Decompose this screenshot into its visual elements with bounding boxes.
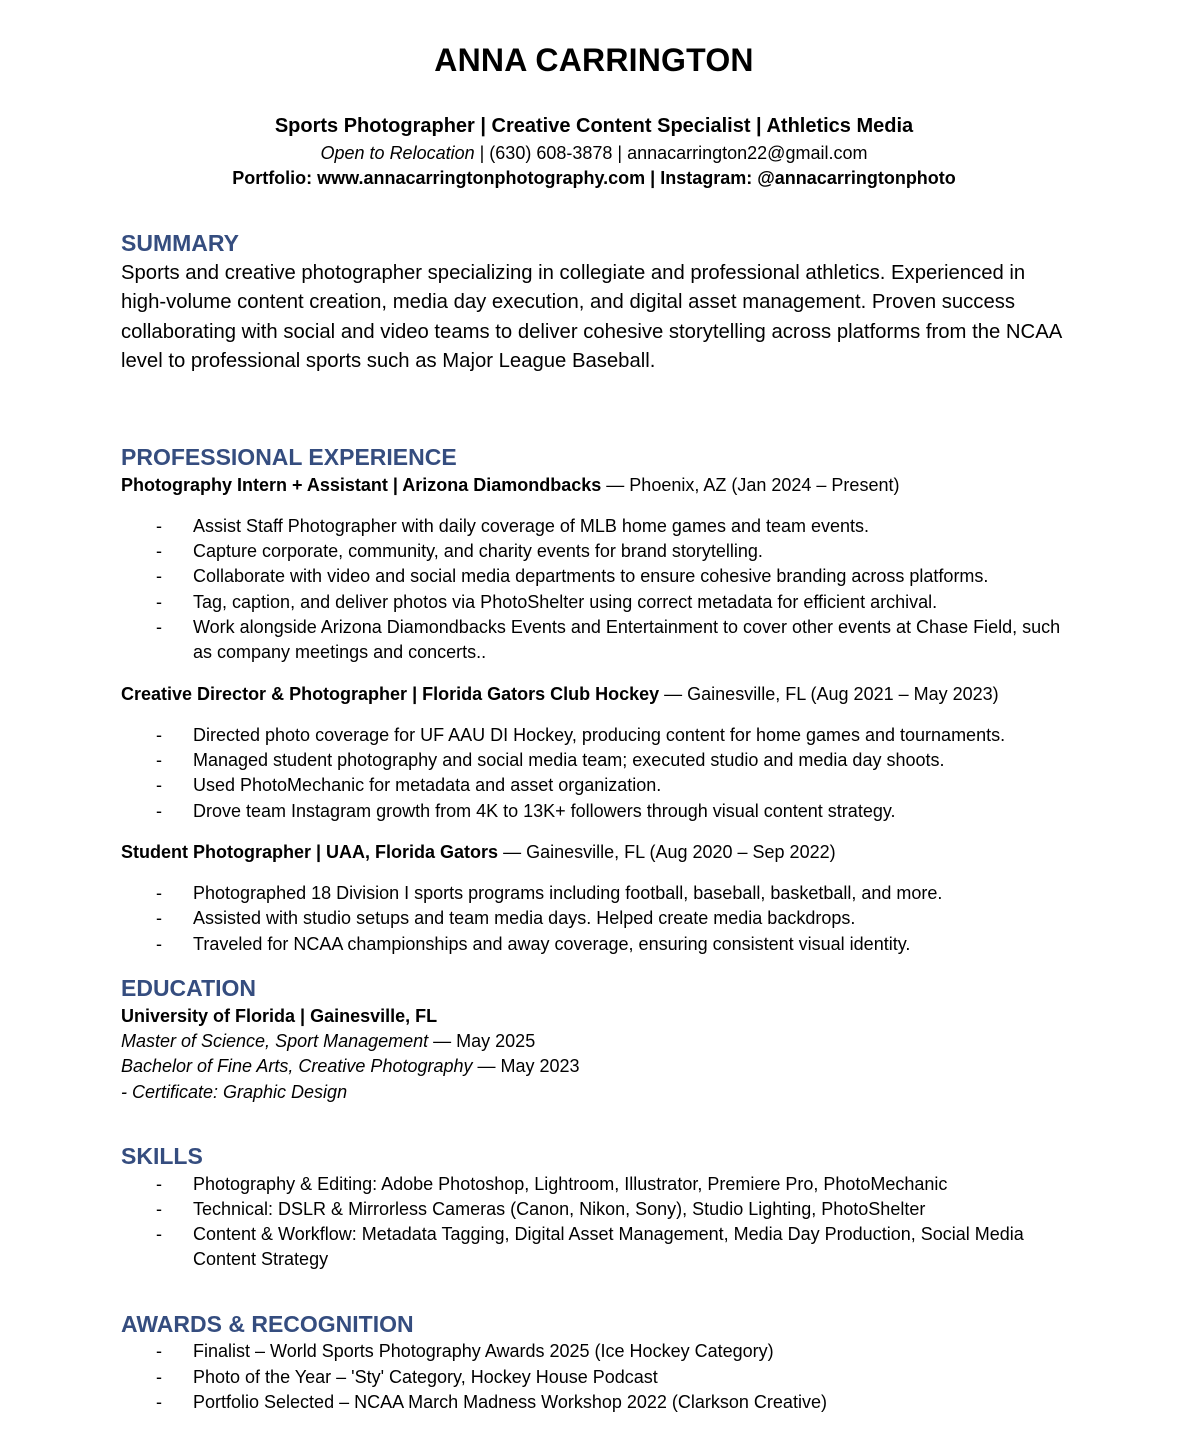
relocation-note: Open to Relocation (320, 143, 475, 163)
bullet-text: Managed student photography and social media team; executed studio and media day shoots. (193, 750, 945, 770)
experience-heading: PROFESSIONAL EXPERIENCE (121, 444, 457, 470)
job-header (121, 682, 999, 706)
job-meta: — Phoenix, AZ (Jan 2024 – Present) (601, 475, 900, 495)
bullet-text: Tag, caption, and deliver photos via PhotoShelter using correct metadata for efficient archival. (193, 592, 938, 612)
school-name: University of Florida | Gainesville, FL (121, 1006, 438, 1026)
bullet-text: Directed photo coverage for UF AAU DI Hockey, producing content for home games and tournaments. (193, 725, 1006, 745)
job-header (121, 473, 899, 497)
degree-title: Bachelor of Fine Arts, Creative Photography (121, 1056, 473, 1076)
bullet-text: Collaborate with video and social media departments to ensure cohesive branding across platforms. (193, 566, 989, 586)
degree-date: — May 2025 (428, 1031, 536, 1051)
summary-text: Sports and creative photographer specializing in collegiate and professional athletics. Experienced in high-volume content creation, media day execution, and digital asset management. Proven success collaborating with social and video teams to deliver cohesive storytelling across platforms from the NCAA level to professional sports such as Major League Baseball. (121, 262, 1062, 372)
bullet-text: Photographed 18 Division I sports programs including football, baseball, basketball, and more. (193, 883, 943, 903)
job-title: Creative Director & Photographer | Florida Gators Club Hockey (121, 684, 660, 704)
award-text: Portfolio Selected – NCAA March Madness Workshop 2022 (Clarkson Creative) (193, 1392, 827, 1412)
job-header (121, 840, 836, 864)
bullet-text: Assisted with studio setups and team media days. Helped create media backdrops. (193, 908, 856, 928)
bullet-text: Work alongside Arizona Diamondbacks Events and Entertainment to cover other events at Chase Field, such as company meetings and concerts.. (193, 617, 1061, 663)
bullet-text: Assist Staff Photographer with daily coverage of MLB home games and team events. (193, 516, 870, 536)
contact-details: | (630) 608-3878 | annacarrington22@gmail.com (474, 143, 868, 163)
skill-text: Photography & Editing: Adobe Photoshop, Lightroom, Illustrator, Premiere Pro, PhotoMechanic (193, 1174, 948, 1194)
resume-page: ANNA CARRINGTON Sports Photographer | Creative Content Specialist | Athletics Media Open to Relocation | (630) 608-3878 | annacarrington22@gmail.com Portfolio: www.annacarringtonphotography.com | Instagram: @annacarringtonphoto SUMMARY Sports and creative photographer specializing in collegiate and professional athletics. Experienced in high-volume content creation, media day execution, and digital asset management. Proven success collaborating with social and video teams to deliver cohesive storytelling across platforms from the NCAA level to professional sports such as Major League Baseball. PROFESSIONAL EXPERIENCE Photography Intern + Assistant | Arizona Diamondbacks — Phoenix, AZ (Jan 2024 – Present) - Assist Staff Photographer with daily coverage of MLB home games and team events. - Capture corporate, community, and charity events for brand storytelling. - Collaborate with video and social media departments to ensure cohesive branding across platforms. - Tag, caption, and deliver photos via PhotoShelter using correct metadata for efficient archival. - Work alongside Arizona Diamondbacks Events and Entertainment to cover other events at Chase Field, such as company meetings and concerts.. Creative Director & Photographer | Florida Gators Club Hockey — Gainesville, FL (Aug 2021 – May 2023) - Directed photo coverage for UF AAU DI Hockey, producing content for home games and tournaments. - Managed student photography and social media team; executed studio and media day shoots. - Used PhotoMechanic for metadata and asset organization. - Drove team Instagram growth from 4K to 13K+ followers through visual content strategy. Student Photographer | UAA, Florida Gators — Gainesville, FL (Aug 2020 – Sep 2022) - Photographed 18 Division I sports programs including football, baseball, basketball, and more. - Assisted with studio setups and team media days. Helped create media backdrops. - Traveled for NCAA championships and away coverage, ensuring consistent visual identity. EDUCATION University of Florida | Gainesville, FL Master of Science, Sport Management — May 2025 Bachelor of Fine Arts, Creative Photography — May 2023 - Certificate: Graphic Design SKILLS - Photography & Editing: Adobe Photoshop, Lightroom, Illustrator, Premiere Pro, PhotoMechanic - Technical: DSLR & Mirrorless Cameras (Canon, Nikon, Sony), Studio Lighting, PhotoShelter - Content & Workflow: Metadata Tagging, Digital Asset Management, Media Day Production, Social Media Content Strategy AWARDS & RECOGNITION - Finalist – World Sports Photography Awards 2025 (Ice Hockey Category) - Photo of the Year – 'Sty' Category, Hockey House Podcast - Portfolio Selected – NCAA March Madness Workshop 2022 (Clarkson Creative) (0, 0, 1188, 1448)
bullet-text: Used PhotoMechanic for metadata and asset organization. (193, 775, 662, 795)
tagline: Sports Photographer | Creative Content Specialist | Athletics Media (274, 115, 914, 137)
degree-title: Master of Science, Sport Management (121, 1031, 429, 1051)
education-heading: EDUCATION (121, 975, 257, 1001)
summary-heading: SUMMARY (121, 230, 239, 256)
bullet-text: Capture corporate, community, and charity events for brand storytelling. (193, 541, 763, 561)
portfolio-links: Portfolio: www.annacarringtonphotography.com | Instagram: @annacarringtonphoto (232, 168, 956, 188)
skill-text: Technical: DSLR & Mirrorless Cameras (Canon, Nikon, Sony), Studio Lighting, PhotoShelter (193, 1199, 926, 1219)
job-title: Student Photographer | UAA, Florida Gators (121, 842, 499, 862)
contact-line (0, 141, 1188, 165)
job-meta: — Gainesville, FL (Aug 2021 – May 2023) (659, 684, 999, 704)
degree-date: — May 2023 (472, 1056, 580, 1076)
bullet-text: Traveled for NCAA championships and away coverage, ensuring consistent visual identity. (193, 934, 911, 954)
award-text: Finalist – World Sports Photography Awards 2025 (Ice Hockey Category) (193, 1341, 774, 1361)
awards-heading: AWARDS & RECOGNITION (121, 1311, 414, 1337)
skills-heading: SKILLS (121, 1143, 203, 1169)
bullet-text: Drove team Instagram growth from 4K to 13K+ followers through visual content strategy. (193, 801, 896, 821)
candidate-name: ANNA CARRINGTON (434, 42, 754, 78)
award-text: Photo of the Year – 'Sty' Category, Hockey House Podcast (193, 1367, 658, 1387)
certificate-line: - Certificate: Graphic Design (121, 1082, 348, 1102)
job-meta: — Gainesville, FL (Aug 2020 – Sep 2022) (498, 842, 836, 862)
degree-line (121, 1029, 535, 1053)
skill-text: Content & Workflow: Metadata Tagging, Digital Asset Management, Media Day Production, Social Media Content Strategy (193, 1224, 1024, 1270)
degree-line (121, 1054, 580, 1078)
job-title: Photography Intern + Assistant | Arizona Diamondbacks (121, 475, 602, 495)
